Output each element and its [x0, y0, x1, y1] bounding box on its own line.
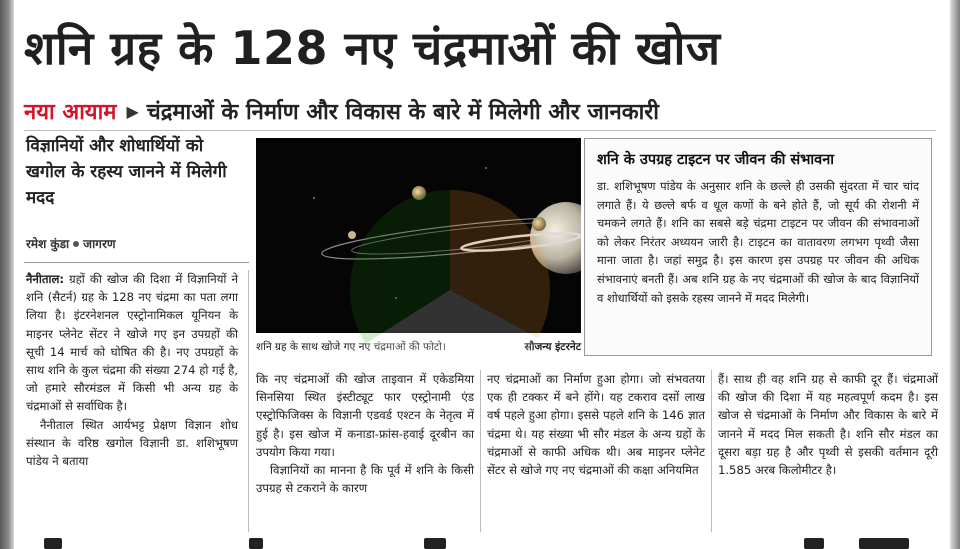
subheadline: चंद्रमाओं के निर्माण और विकास के बारे में मिलेगी और जानकारी [146, 100, 659, 125]
photo-caption: शनि ग्रह के साथ खोजे गए नए चंद्रमाओं की फोटो। [256, 341, 446, 353]
column-divider [480, 370, 481, 532]
article-column-2 [256, 370, 474, 497]
article-paragraph: नैनीताल स्थित आर्यभट्ट प्रेक्षण विज्ञान शोध संस्थान के वरिष्ठ खगोल विज्ञानी डा. शशिभूषण पांडेय ने बताया [26, 417, 238, 469]
photo-caption-row [256, 336, 581, 358]
byline-author: रमेश कुंडा [26, 237, 70, 251]
next-headline-fragment [24, 534, 936, 549]
sidebar-box [584, 138, 932, 356]
article-column-3 [487, 370, 705, 479]
article-paragraph [26, 270, 238, 416]
article-paragraph: विज्ञानियों का मानना है कि पूर्व में शनि के किसी उपग्रह से टकराने के कारण [256, 463, 474, 496]
article-paragraph: नए चंद्रमाओं का निर्माण हुआ होगा। जो संभवतया एक ही टक्कर में बने होंगे। यह टकराव दसों लाख वर्ष पहले हुआ होगा। इससे पहले शनि के 146 ज्ञात चंद्रमा थे। यह संख्या भी सौर मंडल के अन्य ग्रहों के चंद्रमाओं से काफी अधिक थी। अब माइनर प्लेनेट सेंटर से खोजे गए नए चंद्रमाओं की कक्षा अनियमित [487, 372, 705, 478]
sidebar-body: डा. शशिभूषण पांडेय के अनुसार शनि के छल्ले ही उसकी सुंदरता में चार चांद लगाते हैं। ये छल्ले बर्फ व धूल कणों के बने होते हैं, जो सूर्य की रोशनी में चमकने लगते हैं। शनि का सबसे बड़े चंद्रमा टाइटन पर जीवन की संभावनाओं को लेकर निरंतर अध्ययन जारी है। टाइटन का वातावरण लगभग पृथ्वी जैसा माना जाता है। जहां समुद्र है। इस कारण इस उपग्रह पर जीवन की अधिक संभावनाएं बनती हैं। अब शनि ग्रह के नए चंद्रमाओं की खोज के बाद विज्ञानियों व शोधार्थियों को इसके रहस्य जानने में मदद मिलेगी। [597, 179, 919, 305]
triangle-arrow-icon: ▶ [126, 101, 139, 121]
column-divider [711, 370, 712, 532]
byline-source: जागरण [83, 237, 116, 251]
byline-rule [24, 262, 249, 263]
article-paragraph: हैं। साथ ही वह शनि ग्रह से काफी दूर हैं। चंद्रमाओं की खोज की दिशा में यह महत्वपूर्ण कदम है। इस खोज से चंद्रमाओं के निर्माण और विकास के बारे में जानने में मदद मिल सकती है। शनि सौर मंडल का दूसरा बड़ा ग्रह है और पृथ्वी से इसकी वर्तमान दूरी 1.585 अरब किलोमीटर है। [718, 372, 938, 478]
paragraph-text: ग्रहों की खोज की दिशा में विज्ञानियों ने शनि (सैटर्न) ग्रह के 128 नए चंद्रमा का पता लगा लिया है। इंटरनेशनल एस्ट्रोनामिकल यूनियन के माइनर प्लेनेट सेंटर ने खोजे गए इन उपग्रहों की सूची 14 मार्च को घोषित की है। नए उपग्रहों के साथ शनि के कुल चंद्रमा की संख्या 274 हो गई है, जो हमारे सौरमंडल में किसी भी अन्य ग्रह के चंद्रमाओं से सर्वाधिक है। [26, 272, 238, 414]
saturn-illustration [256, 138, 581, 333]
deck-text: विज्ञानियों और शोधार्थियों को खगोल के रहस्य जानने में मिलेगी मदद [26, 136, 227, 208]
kicker-row [24, 96, 924, 126]
sidebar-title: शनि के उपग्रह टाइटन पर जीवन की संभावना [597, 152, 835, 168]
page-edge-left [0, 0, 14, 549]
byline [26, 235, 116, 252]
dateline: नैनीताल: [26, 272, 64, 286]
bullet-icon [73, 241, 79, 247]
column-divider [248, 270, 249, 532]
article-column-4 [718, 370, 938, 479]
photo-credit: सौजन्य इंटरनेट [524, 341, 581, 353]
top-rule [24, 130, 936, 131]
article-column-1 [26, 270, 238, 470]
page-edge-right [950, 0, 960, 549]
headline: शनि ग्रह के 128 नए चंद्रमाओं की खोज [24, 21, 721, 75]
saturn-moons-photo [256, 138, 581, 333]
kicker-label: नया आयाम [24, 100, 117, 125]
article-paragraph: कि नए चंद्रमाओं की खोज ताइवान में एकेडमिया सिनसिया स्थित इंस्टीट्यूट फार एस्ट्रोनामी एंड एस्ट्रोफिजिक्स के विज्ञानी एडवर्ड एश्टन के नेतृत्व में हुई है। इस खोज में कनाडा-फ्रांस-हवाई दूरबीन का उपयोग किया गया। [256, 372, 474, 459]
